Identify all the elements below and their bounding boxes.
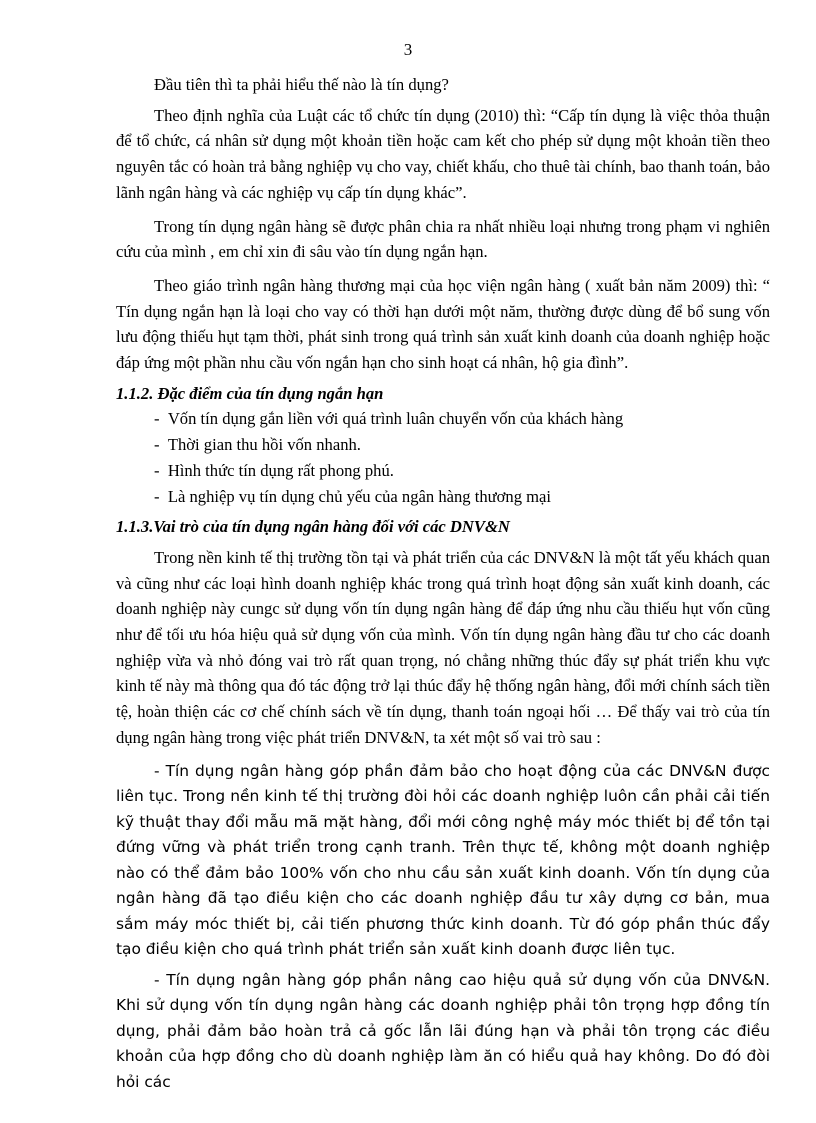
scope-paragraph: Trong tín dụng ngân hàng sẽ được phân chia ra nhất nhiều loại nhưng trong phạm vi nghiên cứu của mình , em chỉ xin đi sâu vào tín dụng ngắn hạn.: [116, 216, 770, 262]
list-item: - Là nghiệp vụ tín dụng chủ yếu của ngân hàng thương mại: [154, 484, 770, 510]
list-item: - Vốn tín dụng gắn liền với quá trình luân chuyển vốn của khách hàng: [154, 406, 770, 432]
role-2-paragraph: - Tín dụng ngân hàng góp phần nâng cao hiệu quả sử dụng vốn của DNV&N. Khi sử dụng vốn tín dụng ngân hàng các doanh nghiệp phải tôn trọng hợp đồng tín dụng, phải đảm bảo hoàn trả cả gốc lẫn lãi đúng hạn và phải tôn trọng các điều khoản của hợp đồng cho dù doanh nghiệp làm ăn có hiểu quả hay không. Do đó đòi hỏi các: [116, 970, 770, 1091]
role-1-paragraph: - Tín dụng ngân hàng góp phần đảm bảo cho hoạt động của các DNV&N được liên tục. Trong nền kinh tế thị trường đòi hỏi các doanh nghiệp luôn cần phải cải tiến kỹ thuật thay đổi mẫu mã mặt hàng, đổi mới công nghệ máy móc thiết bị để tồn tại đứng vững và phát triển trong cạnh tranh. Trên thực tế, không một doanh nghiệp nào có thể đảm bảo 100% vốn cho nhu cầu sản xuất kinh doanh. Vốn tín dụng của ngân hàng đã tạo điều kiện cho các doanh nghiệp đầu tư xây dựng cơ bản, mua sắm máy móc thiết bị, cải tiến phương thức kinh doanh. Từ đó góp phần thúc đẩy tạo điều kiện cho quá trình phát triển sản xuất kinh doanh được liên tục.: [116, 761, 770, 959]
list-item: - Thời gian thu hồi vốn nhanh.: [154, 432, 770, 458]
roles-block: [116, 759, 770, 1096]
credit-definition-paragraph: Theo định nghĩa của Luật các tổ chức tín dụng (2010) thì: “Cấp tín dụng là việc thỏa thuận để tổ chức, cá nhân sử dụng một khoản tiền hoặc cam kết cho phép sử dụng một khoản tiền theo nguyên tắc có hoàn trả bằng nghiệp vụ cho vay, chiết khấu, cho thuê tài chính, bao thanh toán, bảo lãnh ngân hàng và các nghiệp vụ cấp tín dụng khác”.: [116, 105, 770, 202]
short-term-credit-definition-paragraph: Theo giáo trình ngân hàng thương mại của học viện ngân hàng ( xuất bản năm 2009) thì: “ Tín dụng ngắn hạn là loại cho vay có thời hạn dưới một năm, thường được dùng để bổ sung vốn lưu động thiếu hụt tạm thời, phát sinh trong quá trình sản xuất kinh doanh của doanh nghiệp hoặc đáp ứng một phần nhu cầu vốn ngắn hạn cho sinh hoạt cá nhân, hộ gia đình”.: [116, 275, 770, 373]
page-content: [116, 72, 770, 1095]
role-intro-paragraph: Trong nền kinh tế thị trường tồn tại và phát triển của các DNV&N là một tất yếu khách quan và cũng như các loại hình doanh nghiệp khác trong quá trình hoạt động sản xuất kinh doanh, các doanh nghiệp này cungc sử dụng vốn tín dụng ngân hàng để đáp ứng nhu cầu thiếu hụt vốn cũng như để tối ưu hóa hiệu quả sử dụng vốn của mình. Vốn tín dụng ngân hàng đầu tư cho các doanh nghiệp vừa và nhỏ đóng vai trò rất quan trọng, nó chẳng những thúc đẩy sự phát triển khu vực kinh tế này mà thông qua đó tác động trở lại thúc đẩy hệ thống ngân hàng, đổi mới chính sách tiền tệ, hoàn thiện các cơ chế chính sách về tín dụng, thanh toán ngoại hối … Để thấy vai trò của tín dụng ngân hàng trong việc phát triển DNV&N, ta xét một số vai trò sau :: [116, 547, 770, 747]
intro-question-paragraph: Đầu tiên thì ta phải hiểu thế nào là tín dụng?: [154, 75, 449, 94]
characteristics-list: [116, 406, 770, 509]
page-number: 3: [403, 40, 413, 59]
list-item: - Hình thức tín dụng rất phong phú.: [154, 458, 770, 484]
section-1-1-3-heading: 1.1.3.Vai trò của tín dụng ngân hàng đối với các DNV&N: [116, 517, 510, 537]
section-1-1-2-heading: 1.1.2. Đặc điểm của tín dụng ngắn hạn: [116, 383, 384, 403]
